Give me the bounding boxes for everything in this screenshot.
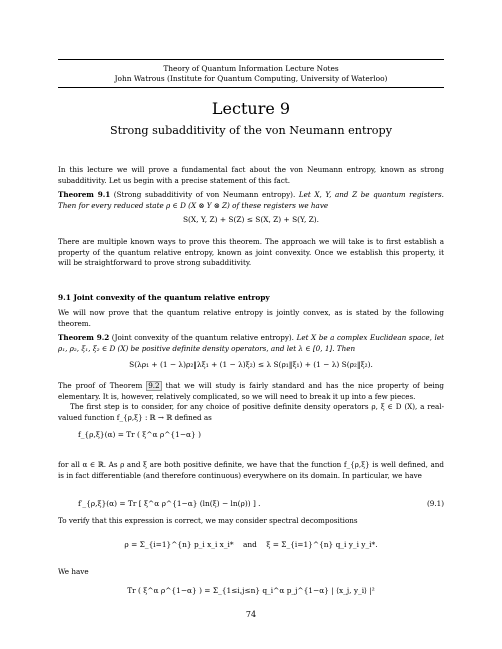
theorem-9-2-equation: S(λρ₁ + (1 − λ)ρ₂‖λξ₁ + (1 − λ)ξ₂) ≤ λ S(ρ₁‖ξ₁) + (1 − λ) S(ρ₂‖ξ₂). [129,360,373,369]
proof-paragraph-2: The first step is to consider, for any choice of positive definite density operators ρ, ξ ∈ D (X), a real-valued function f_{ρ,ξ} : ℝ → ℝ defined as [58,402,444,422]
running-header-line1: Theory of Quantum Information Lecture Notes [163,64,339,73]
proof-paragraph-5: We have [58,567,89,576]
theorem-9-2-text: Let X be a complex Euclidean space, let ρ₁, ρ₂, ξ₁, ξ₂ ∈ D (X) be positive definite density operators, and let λ ∈ [0, 1]. Then [58,333,444,353]
running-header-line2: John Watrous (Institute for Quantum Computing, University of Waterloo) [114,74,388,83]
header-bottom-rule [58,87,444,88]
theorem-9-1 [58,190,444,211]
theorem-9-1-label: Theorem 9.1 [58,190,111,199]
spectral-decompositions [58,540,444,549]
proof-paragraph-1-end: that we will study is fairly standard and has the nice property of being elementary. It is, however, relatively complicated, so we will need to break it up into a few pieces. [58,381,444,401]
joint-convexity-paragraph: We will now prove that the quantum relative entropy is jointly convex, as is stated by the following theorem. [58,308,444,328]
proof-paragraph-1-start: The proof of Theorem [58,381,143,390]
equation-number: (9.1) [426,499,444,508]
lecture-subtitle: Strong subadditivity of the von Neumann entropy [109,124,393,137]
intro-paragraph: In this lecture we will prove a fundamental fact about the von Neumann entropy, known as strong subadditivity. Let us begin with a precise statement of this fact. [58,165,444,185]
section-heading [58,293,270,302]
theorem-9-1-name: (Strong subadditivity of von Neumann entropy). [113,190,296,199]
header-top-rule [58,59,444,60]
lecture-title: Lecture 9 [211,99,291,118]
theorem-9-1-text: Let X, Y, and Z be quantum registers. Then for every reduced state ρ ∈ D (X ⊗ Y ⊗ Z) of these registers we have [58,190,444,210]
spectral-and: and [243,540,257,549]
theorem-9-2 [58,333,444,354]
spectral-xi: ξ = Σ_{i=1}^{n} q_i y_i y_i*. [266,540,378,549]
section-number: 9.1 [58,293,71,302]
equation-trace: Tr ( ξ^α ρ^{1−α} ) = Σ_{1≤i,j≤n} q_i^α p_j^{1−α} | ⟨x_j, y_i⟩ |² [127,586,375,595]
theorem-9-2-name: (Joint convexity of the quantum relative entropy). [111,333,294,342]
page-number: 74 [245,610,257,619]
theorem-reference-link[interactable]: 9.2 [148,381,160,390]
section-title: Joint convexity of the quantum relative entropy [73,293,270,302]
proof-paragraph-3: for all α ∈ ℝ. As ρ and ξ are both positive definite, we have that the function f_{ρ,ξ} is well defined, and is in fact differentiable (and therefore continuous) everywhere on its domain. In particular, we have [58,460,444,480]
equation-derivative: f′_{ρ,ξ}(α) = Tr [ ξ^α ρ^{1−α} (ln(ξ) − ln(ρ)) ] . [78,499,261,508]
theorem-9-1-equation: S(X, Y, Z) + S(Z) ≤ S(X, Z) + S(Y, Z). [182,215,320,224]
equation-f: f_{ρ,ξ}(α) = Tr ( ξ^α ρ^{1−α} ) [78,430,201,439]
proof-paragraph-4: To verify that this expression is correct, we may consider spectral decompositions [58,516,358,525]
approach-paragraph: There are multiple known ways to prove this theorem. The approach we will take is to first establish a property of the quantum relative entropy, known as joint convexity. Once we establish this property, it will be straightforward to prove strong subadditivity. [58,237,444,268]
spectral-rho: ρ = Σ_{i=1}^{n} p_i x_i x_i* [124,540,234,549]
proof-paragraph-1 [58,381,444,402]
theorem-9-2-label: Theorem 9.2 [58,333,110,342]
